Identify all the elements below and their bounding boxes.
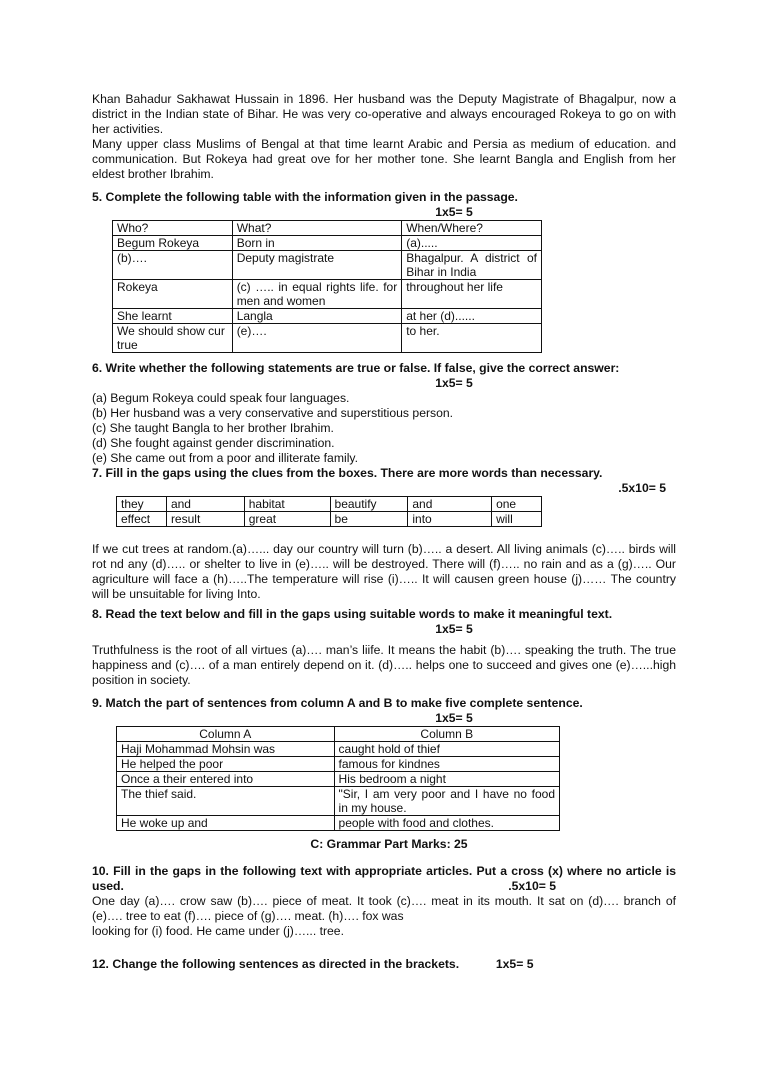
table-cell: (c) ….. in equal rights life. for men and women [232,280,402,309]
table-cell: The thief said. [117,787,335,816]
question-12-title [92,957,676,972]
table-cell: "Sir, I am very poor and I have no food in my house. [334,787,559,816]
question-10-title: 10. Fill in the gaps in the following text with appropriate articles. Put a cross (x) where no article is used. [92,864,676,893]
table-cell: be [330,512,408,527]
table-row [117,787,560,816]
question-6-title: 6. Write whether the following statements are true or false. If false, give the correct answer: [92,361,620,375]
passage-paragraph-1: Khan Bahadur Sakhawat Hussain in 1896. Her husband was the Deputy Magistrate of Bhagalpur, now a district in the Indian state of Bihar. He was very co-operative and always encouraged Rokeya to go on with her activities. [92,92,676,136]
table-cell: effect [117,512,167,527]
table-cell: into [408,512,492,527]
table-cell: at her (d)...... [402,309,542,324]
question-9-title: 9. Match the part of sentences from column A and B to make five complete sentence. [92,696,583,710]
table-row [117,497,542,512]
question-12-text: 12. Change the following sentences as directed in the brackets. [92,957,460,971]
question-5-title: 5. Complete the following table with the information given in the passage. [92,190,518,204]
question-8-marks: 1x5= 5 [435,622,473,636]
list-item: (e) She came out from a poor and illiterate family. [92,451,358,465]
table-cell: one [492,497,542,512]
question-7-marks: .5x10= 5 [618,481,666,495]
table-row [113,280,542,309]
table-cell: Haji Mohammad Mohsin was [117,742,335,757]
table-header-row [113,221,542,236]
list-item: (a) Begum Rokeya could speak four languages. [92,391,350,405]
table-cell: Once a their entered into [117,772,335,787]
table-row [117,512,542,527]
question-9-marks: 1x5= 5 [435,711,473,725]
table-row [117,772,560,787]
table-cell: (e)…. [232,324,402,353]
table-cell: Born in [232,236,402,251]
table-cell: caught hold of thief [334,742,559,757]
section-heading: C: Grammar Part Marks: 25 [310,837,468,851]
table-row [117,742,560,757]
question-5-marks: 1x5= 5 [435,205,473,219]
table-row [113,324,542,353]
question-8-text: Truthfulness is the root of all virtues (a)…. man’s liife. It means the habit (b)…. speaking the truth. The true happiness and (c)…. of a man entirely depend on it. (d)….. helps one to succeed and gives one (e)…...high position in society. [92,643,676,687]
table-header-cell: Column B [334,727,559,742]
table-cell: He woke up and [117,816,335,831]
table-cell: Bhagalpur. A district of Bihar in India [402,251,542,280]
table-row [113,236,542,251]
table-row [113,251,542,280]
question-12-marks: 1x5= 5 [495,957,534,971]
question-5-table [112,220,542,353]
table-header-cell: Who? [113,221,233,236]
table-row [117,757,560,772]
question-7-title: 7. Fill in the gaps using the clues from the boxes. There are more words than necessary. [92,466,603,480]
table-cell: habitat [244,497,330,512]
table-cell: they [117,497,167,512]
table-cell: Rokeya [113,280,233,309]
table-cell: famous for kindnes [334,757,559,772]
table-header-cell: Column A [117,727,335,742]
table-cell: (b)…. [113,251,233,280]
table-cell: Langla [232,309,402,324]
question-6-marks: 1x5= 5 [435,376,473,390]
table-cell: (a)..... [402,236,542,251]
table-cell: and [166,497,244,512]
table-cell: His bedroom a night [334,772,559,787]
matching-table [116,726,560,831]
table-row [113,309,542,324]
table-cell: result [166,512,244,527]
table-header-row [117,727,560,742]
question-10-text-end: looking for (i) food. He came under (j)…... tree. [92,924,344,938]
question-10-text: One day (a)…. crow saw (b)…. piece of meat. It took (c)…. meat in its mouth. It sat on (d)…. branch of (e)…. tree to eat (f)…. piece of (g)…. meat. (h)…. fox was [92,894,676,923]
table-cell: He helped the poor [117,757,335,772]
table-cell: great [244,512,330,527]
table-cell: She learnt [113,309,233,324]
list-item: (c) She taught Bangla to her brother Ibrahim. [92,421,334,435]
table-cell: Begum Rokeya [113,236,233,251]
question-10-marks: .5x10= 5 [508,879,556,893]
table-header-cell: What? [232,221,402,236]
table-cell: beautify [330,497,408,512]
table-cell: will [492,512,542,527]
list-item: (d) She fought against gender discrimination. [92,436,335,450]
table-cell: We should show cur true [113,324,233,353]
table-cell: throughout her life [402,280,542,309]
question-7-text: If we cut trees at random.(a)…... day our country will turn (b)….. a desert. All living animals (c)….. birds will rot nd any (d)….. or shelter to live in (e)….. will be destroyed. There will (f)….. no rain and as a (g)….. Our agriculture will face a (h)…..The temperature will rise (i)….. It will causen green house (j)…… The country will be unsuitable for living Into. [92,542,676,601]
table-cell: to her. [402,324,542,353]
exam-page [92,92,676,972]
table-cell: people with food and clothes. [334,816,559,831]
word-box-table [116,496,542,527]
table-header-cell: When/Where? [402,221,542,236]
table-row [117,816,560,831]
passage-paragraph-2: Many upper class Muslims of Bengal at that time learnt Arabic and Persia as medium of education. and communication. But Rokeya had great ove for her mother tone. She learnt Bangla and English from her eldest brother Ibrahim. [92,137,676,181]
list-item: (b) Her husband was a very conservative and superstitious person. [92,406,454,420]
table-cell: and [408,497,492,512]
table-cell: Deputy magistrate [232,251,402,280]
question-8-title: 8. Read the text below and fill in the gaps using suitable words to make it meaningful text. [92,607,613,621]
